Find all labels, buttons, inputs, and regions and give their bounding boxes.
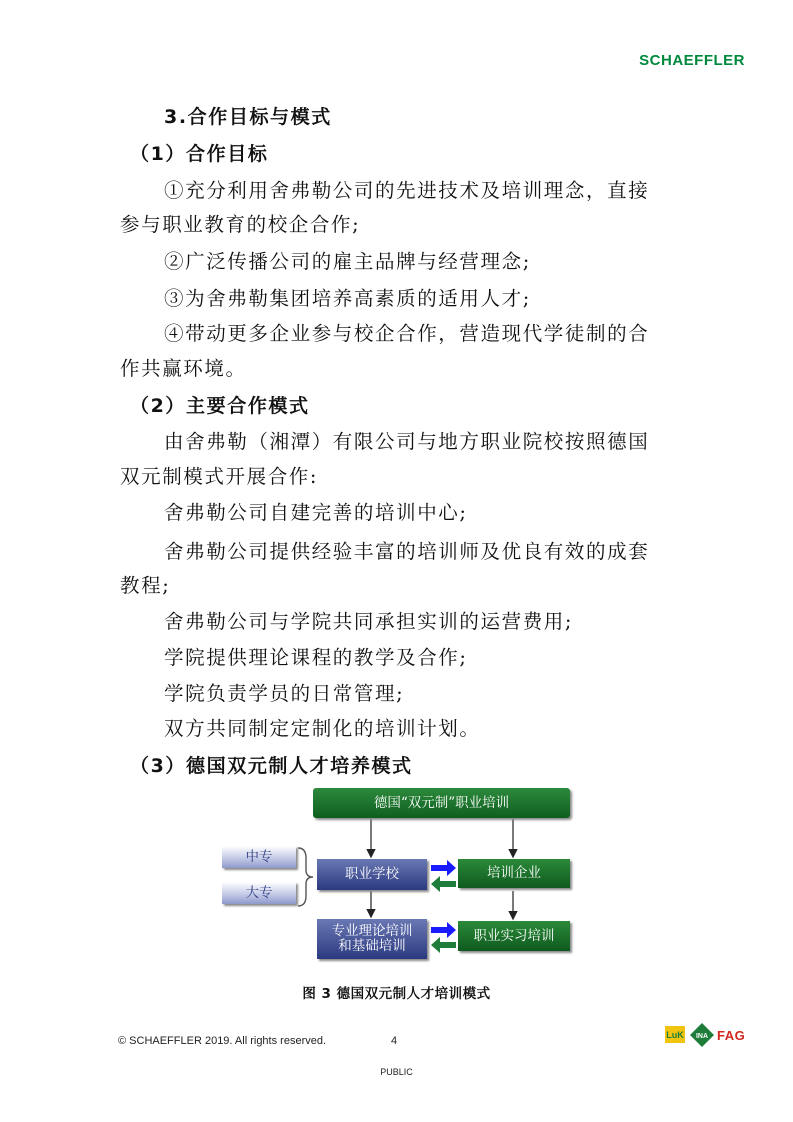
goal-4-line-2: 作共赢环境。 [120,357,247,380]
college-box: 大专 [222,882,296,904]
brand-logos [665,1022,749,1048]
mode-5: 学院负责学员的日常管理; [164,682,405,705]
theory-training-box [317,919,427,959]
dual-system-diagram [220,788,580,966]
theory-training-line-1: 专业理论培训 [331,923,413,939]
arrow-right-blue-icon [431,922,456,938]
ina-logo-text: INA [695,1033,709,1040]
brace-icon [298,848,313,906]
practice-training-box: 职业实习培训 [458,921,570,951]
mode-1: 舍弗勒公司自建完善的培训中心; [164,501,468,524]
secondary-vocational-box: 中专 [222,846,296,868]
fag-logo: FAG [717,1028,746,1043]
figure-caption: 图 3 德国双元制人才培训模式 [302,986,491,1002]
footer-copyright: © SCHAEFFLER 2019. All rights reserved. [118,1035,327,1047]
subsection-title-modes: （2）主要合作模式 [130,395,310,417]
goal-1-line-1: ①充分利用舍弗勒公司的先进技术及培训理念，直接 [164,179,650,202]
schaeffler-brand-logo: SCHAEFFLER [639,52,745,69]
arrow-right-blue-icon [431,860,456,876]
classification-label: PUBLIC [380,1067,413,1077]
mode-2-line-2: 教程; [120,574,171,597]
luk-logo: LuK [665,1026,685,1043]
vocational-school-box: 职业学校 [317,859,427,890]
training-company-box: 培训企业 [458,859,570,888]
mode-3: 舍弗勒公司与学院共同承担实训的运营费用; [164,610,574,633]
theory-training-line-2: 和基础培训 [338,938,406,954]
mode-intro-line-1: 由舍弗勒（湘潭）有限公司与地方职业院校按照德国 [164,430,650,453]
mode-2-line-1: 舍弗勒公司提供经验丰富的培训师及优良有效的成套 [164,540,650,563]
mode-4: 学院提供理论课程的教学及合作; [164,646,468,669]
ina-logo [689,1022,715,1048]
goal-2: ②广泛传播公司的雇主品牌与经营理念; [164,250,531,273]
mode-intro-line-2: 双元制模式开展合作: [120,465,319,488]
goal-3: ③为舍弗勒集团培养高素质的适用人才; [164,287,531,310]
subsection-title-dual-system: （3）德国双元制人才培养模式 [130,755,413,777]
goal-1-line-2: 参与职业教育的校企合作; [120,213,361,236]
section-heading: 3.合作目标与模式 [164,106,332,128]
page-number: 4 [391,1035,398,1047]
goal-4-line-1: ④带动更多企业参与校企合作，营造现代学徒制的合 [164,322,650,345]
arrow-left-green-icon [431,937,456,953]
arrow-left-green-icon [431,876,456,892]
dual-system-top-box: 德国“双元制”职业培训 [313,788,570,818]
mode-6: 双方共同制定定制化的培训计划。 [164,717,481,740]
subsection-title-goals: （1）合作目标 [130,143,269,165]
